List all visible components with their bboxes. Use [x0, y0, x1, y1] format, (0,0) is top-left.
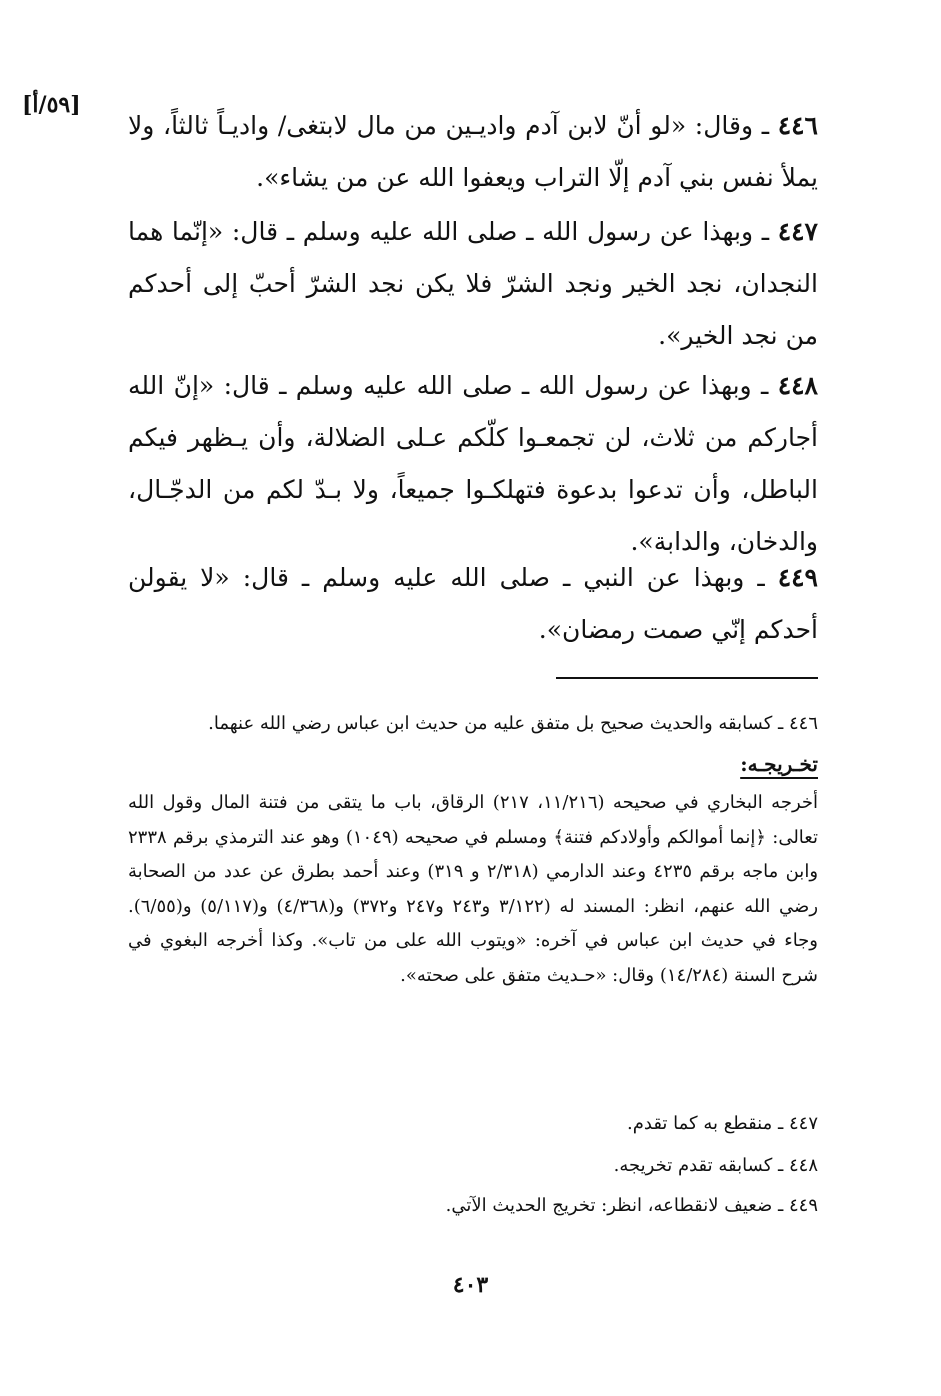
footnote-divider: [556, 677, 818, 679]
hadith-449: [128, 552, 818, 656]
footnote-449: ٤٤٩ ـ ضعيف لانقطاعه، انظر: تخريج الحديث الآتي.: [445, 1195, 818, 1216]
hadith-text: ـ وقال: «لو أنّ لابن آدم واديـين من مال لابتغى/ واديـاً ثالثاً، ولا يملأ نفس بني آدم إلّا التراب ويعفوا الله عن من يشاء».: [128, 111, 818, 192]
takhrij-text: أخرجه البخاري في صحيحه (١١/٢١٦، ٢١٧) الرقاق، باب ما يتقى من فتنة المال وقول الله تعالى: ﴿إنما أموالكم وأولادكم فتنة﴾ ومسلم في صحيحه (١٠٤٩) وهو عند الترمذي برقم ٢٣٣٨ وابن ماجه برقم ٤٢٣٥ وعند الدارمي (٢/٣١٨ و ٣١٩) وعند أحمد بطرق عن عدد من الصحابة رضي الله عنهم، انظر: المسند له (٣/١٢٢ و٢٤٣ و٢٤٧ و٣٧٢) و(٤/٣٦٨) و(٥/١١٧) و(٦/٥٥). وجاء في حديث ابن عباس في آخره: «ويتوب الله على من تاب». وكذا أخرجه البغوي في شرح السنة (١٤/٢٨٤) وقال: «حـديث متفق على صحته».: [128, 792, 819, 986]
hadith-447: [128, 206, 818, 362]
footnote-446: ٤٤٦ ـ كسابقه والحديث صحيح بل متفق عليه من حديث ابن عباس رضي الله عنهما.: [208, 713, 818, 734]
takhrij-heading: تخـريجـه:: [740, 752, 818, 776]
footnote-448: ٤٤٨ ـ كسابقه تقدم تخريجه.: [613, 1155, 818, 1176]
hadith-446: [128, 100, 818, 204]
hadith-number: ٤٤٩: [777, 563, 818, 592]
footnote-447: ٤٤٧ ـ منقطع به كما تقدم.: [627, 1113, 818, 1134]
page-number: ٤٠٣: [452, 1272, 489, 1298]
hadith-number: ٤٤٨: [777, 371, 818, 400]
hadith-number: ٤٤٦: [777, 111, 818, 140]
margin-folio-reference: [٥٩/أ]: [22, 92, 81, 118]
hadith-text: ـ وبهذا عن رسول الله ـ صلى الله عليه وسلم ـ قال: «إنّ الله أجاركم من ثلاث، لن تجمعـوا كلّكم عـلى الضلالة، وأن يـظهر فيكم الباطل، وأن تدعوا بدعوة فتهلكـوا جميعاً، ولا بـدّ لكم من الدجّـال، والدخان، والدابة».: [128, 371, 818, 556]
hadith-text: ـ وبهذا عن النبي ـ صلى الله عليه وسلم ـ قال: «لا يقولن أحدكم إنّي صمت رمضان».: [128, 563, 818, 644]
hadith-448: [128, 360, 818, 568]
hadith-text: ـ وبهذا عن رسول الله ـ صلى الله عليه وسلم ـ قال: «إنّما هما النجدان، نجد الخير ونجد الشرّ فلا يكن نجد الشرّ أحبّ إلى أحدكم من نجد الخير».: [128, 217, 818, 350]
hadith-number: ٤٤٧: [777, 217, 818, 246]
